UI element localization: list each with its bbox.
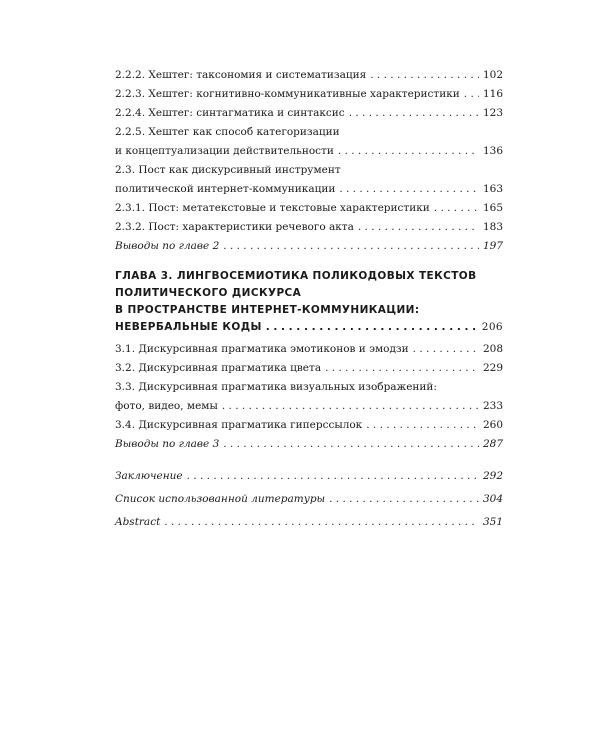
toc-entry-title: 3.4. Дискурсивная прагматика гиперссылок: [115, 419, 363, 431]
dot-leader: [409, 340, 479, 359]
toc-entry-title: 2.2.2. Хештег: таксономия и систематизация: [115, 69, 367, 81]
dot-leader: [430, 199, 479, 218]
table-of-contents: [115, 66, 503, 534]
dot-leader: [219, 435, 479, 454]
toc-entry: [115, 397, 503, 416]
toc-entry: [115, 104, 503, 123]
dot-leader: [345, 104, 479, 123]
toc-entry-multiline: [115, 378, 503, 416]
dot-leader: [335, 180, 479, 199]
toc-entry-title: 2.2.4. Хештег: синтагматика и синтаксис: [115, 107, 345, 119]
chapter-title-line: В ПРОСТРАНСТВЕ ИНТЕРНЕТ-КОММУНИКАЦИИ:: [115, 304, 420, 316]
toc-entry-title: Abstract: [115, 516, 161, 528]
toc-entry-title: Список использованной литературы: [115, 493, 326, 505]
toc-entry-title: 3.2. Дискурсивная прагматика цвета: [115, 362, 322, 374]
toc-entry-page: 304: [482, 493, 503, 505]
toc-entry: [115, 180, 503, 199]
toc-entry-multiline: [115, 123, 503, 161]
toc-entry-page: 116: [482, 88, 503, 100]
dot-leader: [183, 465, 479, 488]
toc-entry-page: 183: [482, 221, 503, 233]
toc-entry-conclusions: [115, 237, 503, 256]
toc-entry-title: 2.3.1. Пост: метатекстовые и текстовые характеристики: [115, 202, 430, 214]
toc-entry-title-line2: политической интернет-коммуникации: [115, 183, 336, 195]
toc-entry: [115, 142, 503, 161]
toc-entry-page: 197: [482, 240, 503, 252]
dot-leader: [325, 488, 479, 511]
toc-entry-page: 233: [482, 400, 503, 412]
toc-entry-back-matter: [115, 488, 503, 511]
dot-leader: [460, 85, 479, 104]
toc-entry-page: 287: [482, 438, 503, 450]
toc-entry-title: Выводы по главе 2: [115, 240, 220, 252]
chapter-title-line: НЕВЕРБАЛЬНЫЕ КОДЫ: [115, 321, 262, 333]
dot-leader: [334, 142, 479, 161]
dot-leader: [218, 397, 479, 416]
toc-entry-page: 102: [482, 69, 503, 81]
toc-entry-title: 2.3.2. Пост: характеристики речевого акта: [115, 221, 354, 233]
toc-entry-title: Заключение: [115, 470, 183, 482]
toc-entry-page: 123: [482, 107, 503, 119]
toc-entry-title-line2: фото, видео, мемы: [115, 400, 218, 412]
toc-entry-title: 3.1. Дискурсивная прагматика эмотиконов и эмодзи: [115, 343, 409, 355]
dot-leader: [362, 416, 479, 435]
toc-entry-page: 136: [482, 145, 503, 157]
dot-leader: [321, 359, 479, 378]
toc-entry-page: 208: [482, 343, 503, 355]
toc-entry: [115, 218, 503, 237]
toc-entry-page: 163: [482, 183, 503, 195]
toc-entry-back-matter: [115, 511, 503, 534]
toc-entry-title: Выводы по главе 3: [115, 438, 220, 450]
toc-entry: [115, 66, 503, 85]
toc-entry-title-line2: и концептуализации действительности: [115, 145, 334, 157]
dot-leader: [262, 319, 478, 336]
toc-entry: [115, 416, 503, 435]
toc-entry: [115, 319, 503, 336]
toc-entry: [115, 199, 503, 218]
toc-entry-title: 2.2.3. Хештег: когнитивно-коммуникативные характеристики: [115, 88, 460, 100]
toc-entry: [115, 85, 503, 104]
chapter-title-line: ГЛАВА 3. ЛИНГВОСЕМИОТИКА ПОЛИКОДОВЫХ ТЕКСТОВ: [115, 270, 477, 282]
toc-entry-back-matter: [115, 465, 503, 488]
toc-entry: [115, 359, 503, 378]
toc-entry-page: 206: [481, 321, 503, 333]
toc-entry-page: 292: [482, 470, 503, 482]
dot-leader: [219, 237, 479, 256]
dot-leader: [160, 511, 479, 534]
toc-entry-page: 351: [482, 516, 503, 528]
chapter-title-line: ПОЛИТИЧЕСКОГО ДИСКУРСА: [115, 287, 302, 299]
toc-entry-title-line1: 2.2.5. Хештег как способ категоризации: [115, 126, 340, 138]
toc-entry: [115, 340, 503, 359]
dot-leader: [366, 66, 479, 85]
toc-entry-title-line1: 3.3. Дискурсивная прагматика визуальных изображений:: [115, 381, 437, 393]
toc-entry-title-line1: 2.3. Пост как дискурсивный инструмент: [115, 164, 341, 176]
dot-leader: [354, 218, 479, 237]
toc-entry-page: 165: [482, 202, 503, 214]
toc-entry-page: 229: [482, 362, 503, 374]
toc-entry-page: 260: [482, 419, 503, 431]
chapter-heading: [115, 268, 503, 336]
toc-entry-conclusions: [115, 435, 503, 454]
toc-entry-multiline: [115, 161, 503, 199]
